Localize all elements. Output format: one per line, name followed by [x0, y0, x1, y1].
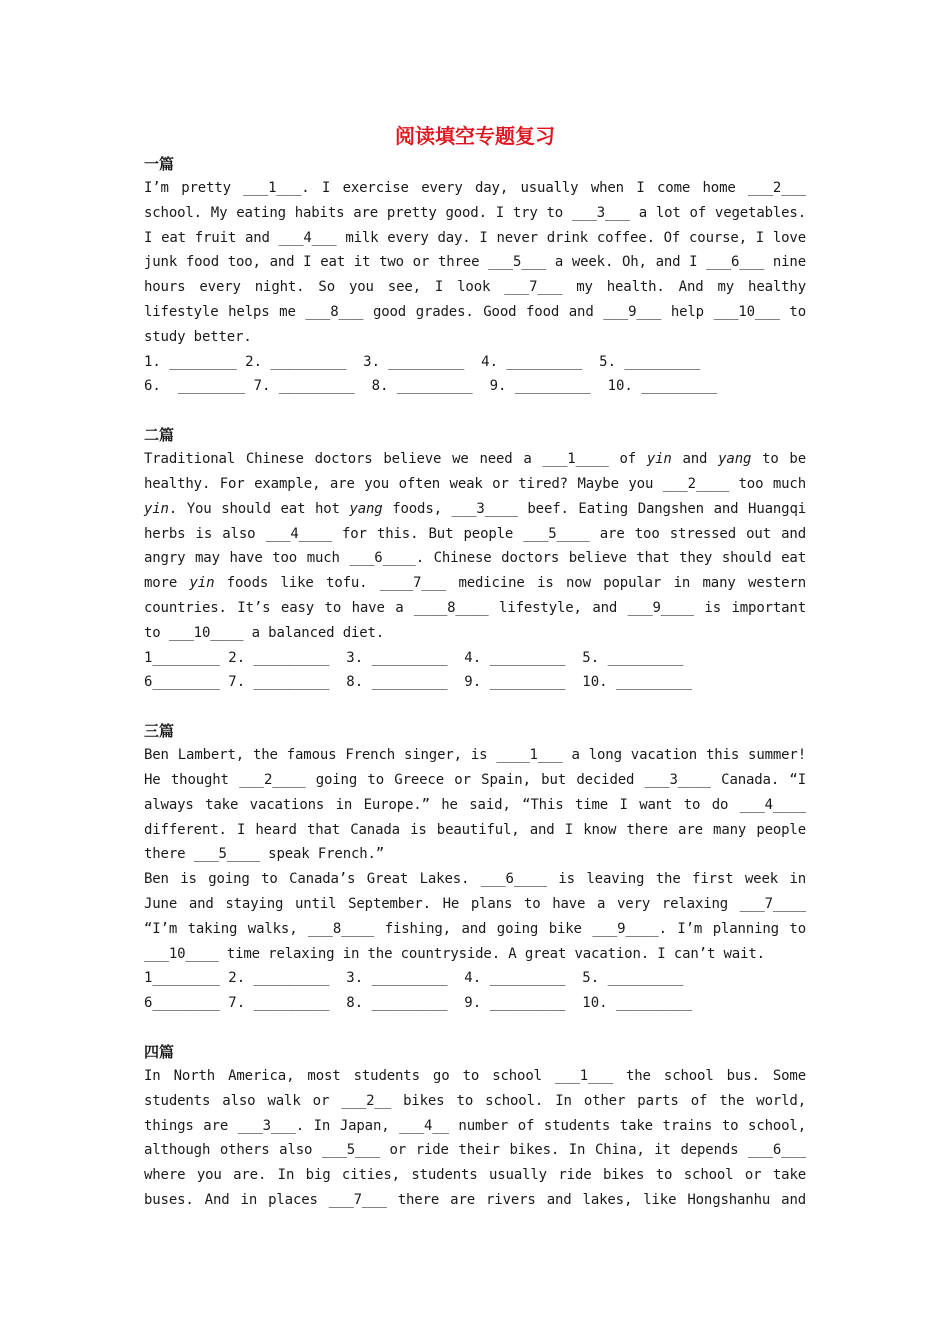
answer-line: 6________ 7. _________ 8. _________ 9. _________ 10. _________	[144, 674, 692, 691]
answer-line: 1________ 2. _________ 3. _________ 4. _________ 5. _________	[144, 970, 684, 987]
answer-line: 6. ________ 7. _________ 8. _________ 9. _________ 10. _________	[144, 378, 718, 395]
passage-paragraph: Ben is going to Canada’s Great Lakes. ___6____ is leaving the first week in June and staying until September. He plans to have a very relaxing ___7____ “I’m taking walks, ___8____ fishing, and going bike ___9____. I’m planning to ___10____ time relaxing in the countryside. A great vacation. I can’t wait.	[144, 871, 806, 962]
section-1	[144, 152, 806, 399]
passage-paragraph: I’m pretty ___1___. I exercise every day, usually when I come home ___2___ school. My eating habits are pretty good. I try to ___3___ a lot of vegetables. I eat fruit and ___4___ milk every day. I never drink coffee. Of course, I love junk food too, and I eat it two or three ___5___ a week. Oh, and I ___6___ nine hours every night. So you see, I look ___7___ my health. And my healthy lifestyle helps me ___8___ good grades. Good food and ___9___ help ___10___ to study better.	[144, 180, 806, 345]
section-heading: 三篇	[144, 722, 175, 741]
section-heading: 一篇	[144, 155, 175, 173]
answer-line: 6________ 7. _________ 8. _________ 9. _________ 10. _________	[144, 995, 692, 1012]
section-heading: 四篇	[144, 1042, 175, 1061]
passage-paragraph: Ben Lambert, the famous French singer, is ____1___ a long vacation this summer! He thought ___2____ going to Greece or Spain, but decided ___3____ Canada. “I always take vacations in Europe.” he said, “This time I want to do ___4____ different. I heard that Canada is beautiful, and I know there are many people there ___5____ speak French.”	[144, 747, 806, 863]
answer-line: 1________ 2. _________ 3. _________ 4. _________ 5. _________	[144, 649, 684, 666]
answer-line: 1. ________ 2. _________ 3. _________ 4. _________ 5. _________	[144, 353, 701, 370]
page-title: 阅读填空专题复习	[395, 124, 555, 148]
section-2	[144, 423, 806, 695]
section-4	[144, 1040, 806, 1238]
passage-paragraph: Traditional Chinese doctors believe we need a ___1____ of yin and yang to be healthy. For example, are you often weak or tired? Maybe you ___2____ too much yin. You should eat hot yang foods, ___3____ beef. Eating Dangshen and Huangqi herbs is also ___4____ for this. But people ___5____ are too stressed out and angry may have too much ___6____. Chinese doctors believe that they should eat more yin foods like tofu. ____7___ medicine is now popular in many western countries. It’s easy to have a ____8____ lifestyle, and ___9____ is important to ___10____ a balanced diet.	[144, 451, 806, 641]
section-heading: 二篇	[144, 426, 175, 445]
document-page	[144, 120, 806, 1237]
passage-paragraph: In North America, most students go to school ___1___ the school bus. Some students also walk or ___2__ bikes to school. In other parts of the world, things are ___3___. In Japan, ___4__ number of students take trains to school, although others also ___5___ or ride their bikes. In China, it depends ___6___ where you are. In big cities, students usually ride bikes to school or take buses. And in places ___7___ there are rivers and lakes, like Hongshanhu and	[144, 1067, 806, 1208]
section-3	[144, 719, 806, 1016]
